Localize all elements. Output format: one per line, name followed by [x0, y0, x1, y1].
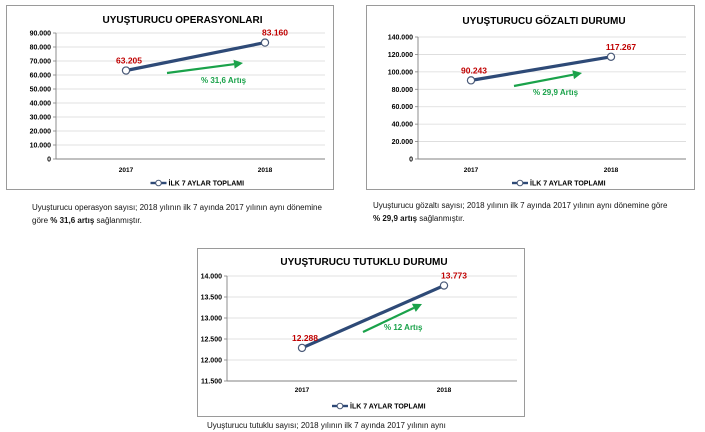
- y-tick-label: 60.000: [29, 72, 51, 80]
- x-tick-label: 2018: [603, 167, 619, 174]
- data-label: 90.243: [461, 65, 487, 76]
- chart-title: UYUŞTURUCU OPERASYONLARI: [102, 15, 263, 26]
- increase-annotation: % 31,6 Artış: [201, 76, 247, 85]
- chart-panel-operations: [6, 5, 334, 190]
- increase-annotation: % 12 Artış: [384, 323, 423, 332]
- series-line: [471, 57, 611, 81]
- legend-label: İLK 7 AYLAR TOPLAMI: [350, 403, 426, 411]
- caption-text: Uyuşturucu operasyon sayısı; 2018 yılının ilk 7 ayında 2017 yılının aynı dönemine göre: [32, 203, 322, 225]
- caption-arrest: [207, 419, 537, 432]
- caption-operations: [32, 201, 332, 227]
- y-tick-label: 60.000: [391, 104, 413, 112]
- data-label: 117.267: [605, 41, 637, 52]
- y-tick-label: 14.000: [200, 273, 222, 281]
- chart-panel-arrest: [197, 248, 525, 417]
- chart-operations: [7, 6, 335, 191]
- caption-text: Uyuşturucu gözaltı sayısı; 2018 yılının ilk 7 ayında 2017 yılının aynı dönemine göre: [373, 201, 668, 210]
- y-tick-label: 0: [47, 156, 51, 164]
- legend-marker: [517, 180, 523, 186]
- caption-bold: % 31,6 artış: [50, 216, 95, 225]
- caption-detention: [373, 199, 673, 225]
- chart-title: UYUŞTURUCU GÖZALTI DURUMU: [462, 16, 626, 27]
- caption-bold: % 29,9 artış: [373, 214, 418, 223]
- chart-arrest: [198, 249, 526, 418]
- data-point: [298, 344, 305, 351]
- data-label: 63.205: [116, 55, 142, 66]
- data-point: [122, 67, 129, 74]
- legend-marker: [156, 180, 162, 186]
- y-tick-label: 10.000: [29, 142, 51, 150]
- y-tick-label: 13.000: [200, 315, 222, 323]
- y-tick-label: 20.000: [391, 139, 413, 147]
- y-tick-label: 90.000: [29, 30, 51, 38]
- increase-annotation: % 29,9 Artış: [533, 88, 579, 97]
- y-tick-label: 13.500: [200, 294, 222, 302]
- chart-detention: [367, 6, 696, 191]
- data-point: [261, 39, 268, 46]
- y-tick-label: 80.000: [29, 44, 51, 52]
- y-tick-label: 120.000: [387, 51, 413, 59]
- increase-arrow: [167, 64, 234, 73]
- x-tick-label: 2017: [463, 167, 479, 174]
- y-tick-label: 80.000: [391, 86, 413, 94]
- data-label: 13.773: [441, 270, 467, 281]
- x-tick-label: 2017: [118, 167, 134, 174]
- y-tick-label: 0: [409, 156, 413, 164]
- y-tick-label: 70.000: [29, 58, 51, 66]
- y-tick-label: 40.000: [391, 121, 413, 129]
- data-point: [467, 77, 474, 84]
- data-label: 83.160: [262, 27, 288, 38]
- x-tick-label: 2018: [436, 387, 452, 394]
- y-tick-label: 100.000: [387, 69, 413, 77]
- caption-text: Uyuşturucu tutuklu sayısı; 2018 yılının ilk 7 ayında 2017 yılının aynı: [207, 421, 446, 430]
- y-tick-label: 20.000: [29, 128, 51, 136]
- y-tick-label: 50.000: [29, 86, 51, 94]
- y-tick-label: 11.500: [200, 378, 222, 386]
- data-label: 12.288: [292, 332, 318, 343]
- y-tick-label: 12.000: [200, 357, 222, 365]
- x-tick-label: 2017: [294, 387, 310, 394]
- y-tick-label: 40.000: [29, 100, 51, 108]
- increase-arrow: [514, 75, 573, 86]
- caption-text-end: sağlanmıştır.: [417, 214, 465, 223]
- caption-text-end: sağlanmıştır.: [94, 216, 142, 225]
- data-point: [607, 53, 614, 60]
- series-line: [302, 286, 444, 348]
- data-point: [440, 282, 447, 289]
- legend-marker: [337, 403, 343, 409]
- chart-title: UYUŞTURUCU TUTUKLU DURUMU: [280, 257, 448, 268]
- legend-label: İLK 7 AYLAR TOPLAMI: [530, 180, 606, 188]
- legend-label: İLK 7 AYLAR TOPLAMI: [168, 180, 245, 188]
- x-tick-label: 2018: [257, 167, 273, 174]
- y-tick-label: 30.000: [29, 114, 51, 122]
- chart-panel-detention: [366, 5, 695, 190]
- y-tick-label: 140.000: [387, 34, 413, 42]
- y-tick-label: 12.500: [200, 336, 222, 344]
